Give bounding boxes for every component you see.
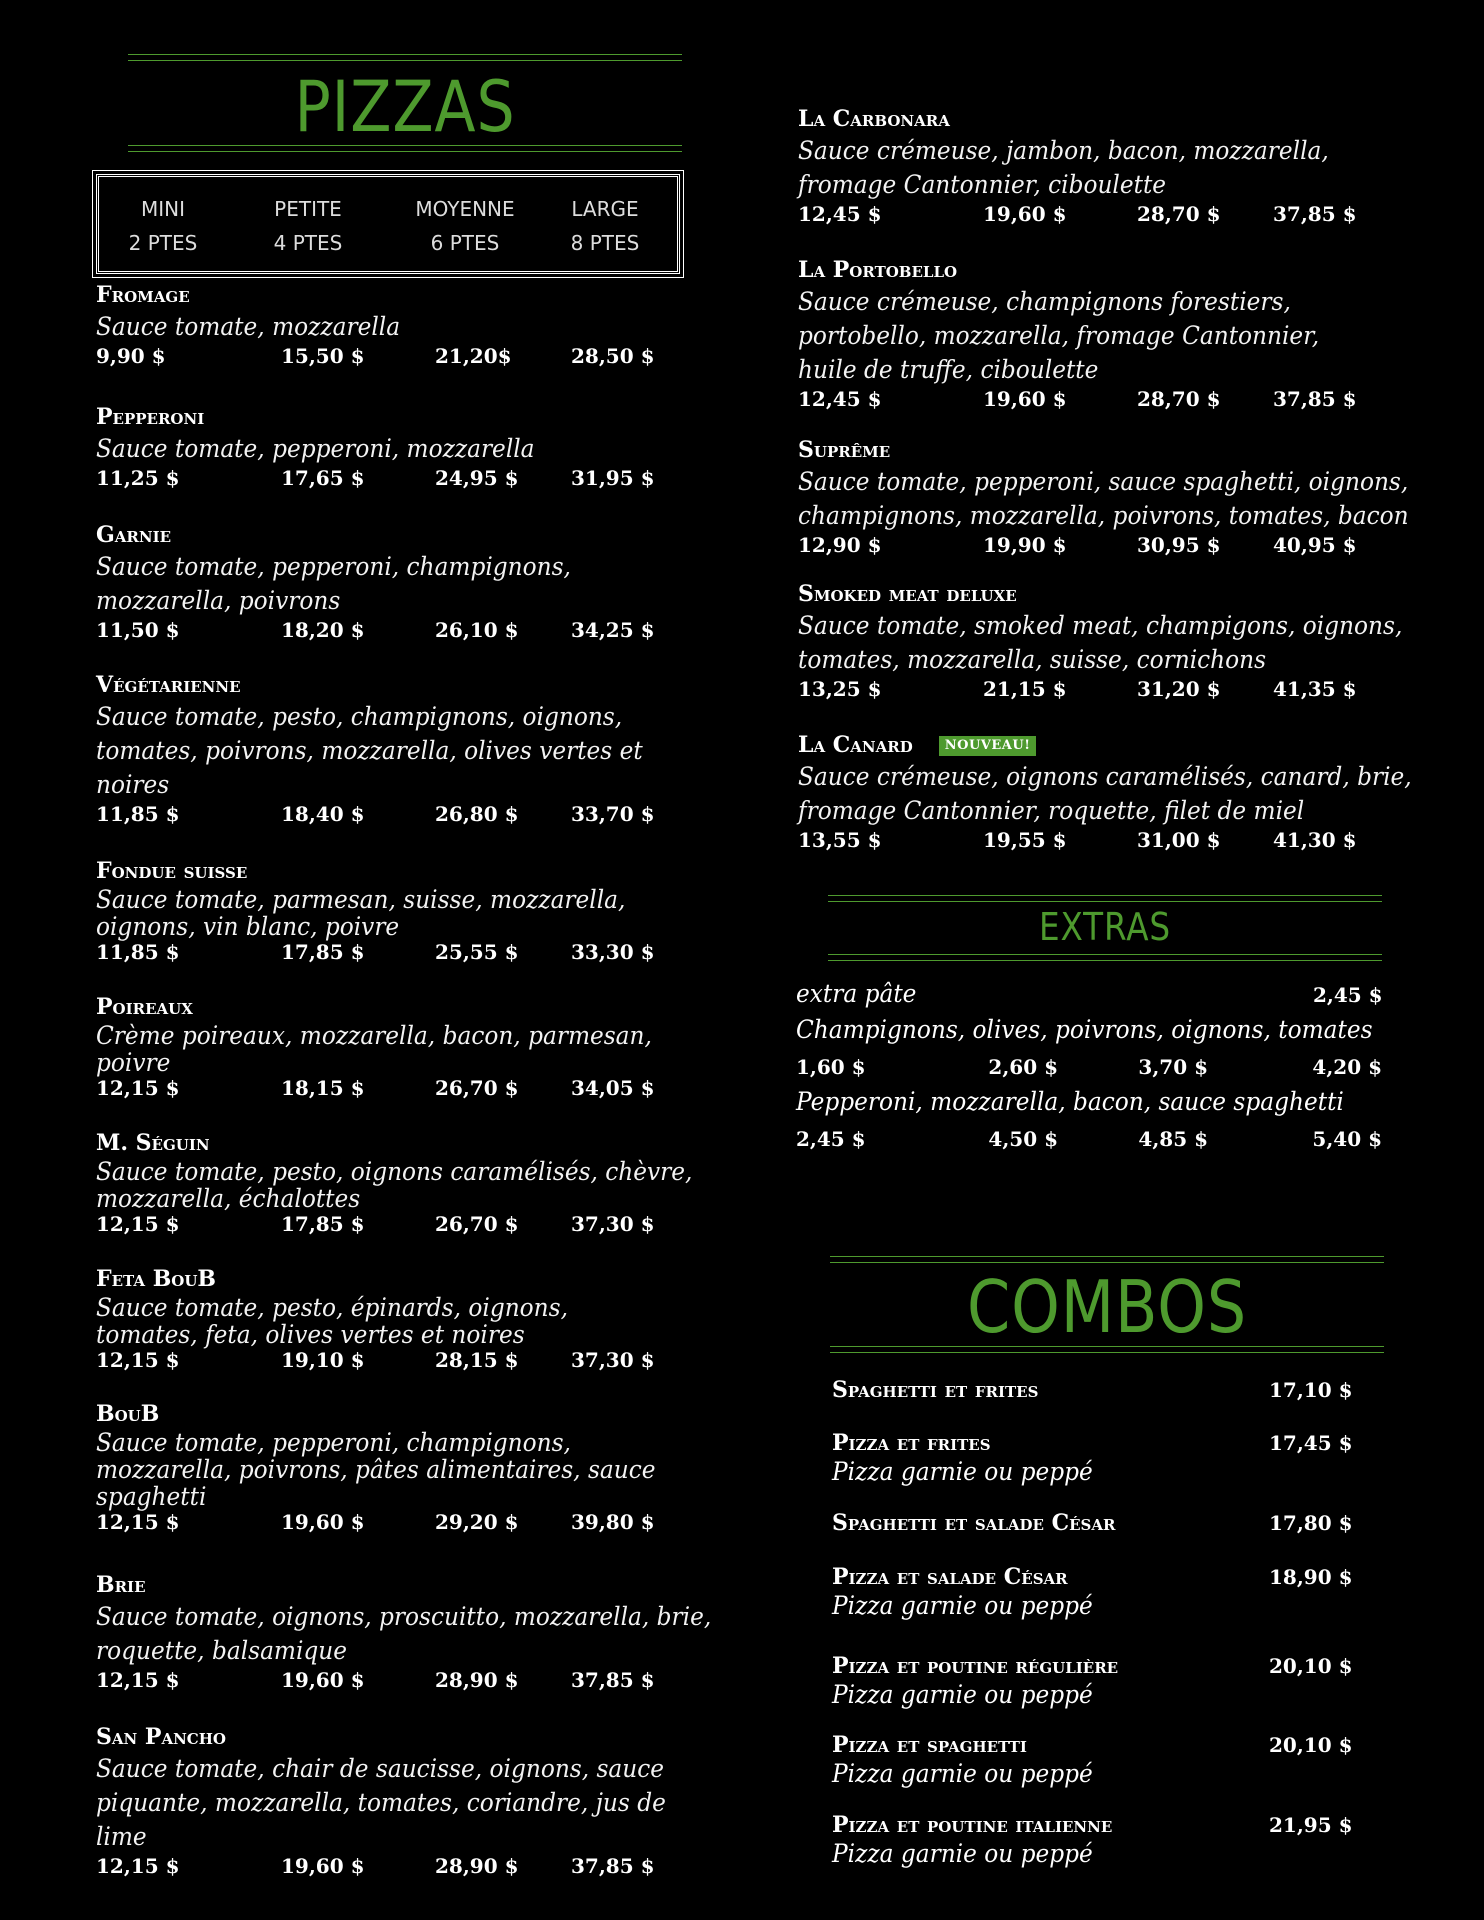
pizzas-rule-top (128, 54, 682, 61)
price-petite: 15,50 $ (281, 344, 365, 368)
price-mini: 12,90 $ (798, 533, 882, 557)
pizza-description-line: lime (96, 1822, 147, 1851)
combo-subtitle: Pizza garnie ou peppé (832, 1759, 1093, 1788)
combo-price: 20,10 $ (1269, 1733, 1353, 1757)
price-moyenne: 25,55 $ (435, 940, 519, 964)
pizza-prices (96, 1348, 756, 1376)
pizza-item (96, 280, 756, 372)
price-moyenne: 28,15 $ (435, 1348, 519, 1372)
price-mini: 11,25 $ (96, 466, 180, 490)
size-name-petite: PETITE (274, 197, 342, 221)
price-large: 37,85 $ (571, 1668, 655, 1692)
pizza-name-text: Végétarienne (96, 672, 241, 698)
combo-item (832, 1375, 1392, 1405)
pizza-description-line: tomates, poivrons, mozzarella, olives vertes et (96, 736, 643, 765)
price-large: 28,50 $ (571, 344, 655, 368)
price-moyenne: 29,20 $ (435, 1510, 519, 1534)
pizza-item (96, 520, 756, 646)
pizza-name (798, 435, 1458, 465)
pizza-description-line: Sauce tomate, mozzarella (96, 312, 401, 341)
pizza-name (96, 1722, 756, 1752)
price-petite: 21,15 $ (983, 677, 1067, 701)
price-petite: 19,55 $ (983, 828, 1067, 852)
combo-price: 17,10 $ (1269, 1378, 1353, 1402)
pizza-item (96, 992, 756, 1104)
pizza-name (96, 1399, 756, 1429)
combo-subtitle: Pizza garnie ou peppé (832, 1457, 1093, 1486)
price-mini: 12,15 $ (96, 1854, 180, 1878)
price-large: 41,30 $ (1273, 828, 1357, 852)
price-petite: 17,65 $ (281, 466, 365, 490)
pizza-item (96, 1264, 756, 1376)
price-mini: 12,15 $ (96, 1510, 180, 1534)
combo-price: 21,95 $ (1269, 1813, 1353, 1837)
combo-name: Spaghetti et salade César (832, 1510, 1116, 1536)
pizza-name-text: Feta BouB (96, 1266, 217, 1292)
pizza-prices (96, 1510, 756, 1538)
combo-name: Spaghetti et frites (832, 1377, 1039, 1403)
combo-price: 17,45 $ (1269, 1431, 1353, 1455)
price-mini: 12,15 $ (96, 1348, 180, 1372)
price-large: 34,25 $ (571, 618, 655, 642)
pizza-name (96, 1264, 756, 1294)
pizza-name (798, 104, 1458, 134)
extra-veg-label: Champignons, olives, poivrons, oignons, tomates (796, 1015, 1373, 1044)
pizza-prices (96, 1668, 756, 1696)
pizza-description-line: spaghetti (96, 1482, 207, 1511)
pizza-prices (798, 677, 1458, 705)
extra-price: 4,50 $ (988, 1127, 1058, 1151)
extra-price: 2,60 $ (988, 1055, 1058, 1079)
combo-item (832, 1810, 1392, 1868)
pizza-name-text: BouB (96, 1401, 160, 1427)
pizza-name-text: Fromage (96, 282, 190, 308)
pizza-description-line: noires (96, 770, 170, 799)
price-moyenne: 28,90 $ (435, 1668, 519, 1692)
pizza-prices (798, 828, 1458, 856)
price-mini: 12,15 $ (96, 1212, 180, 1236)
price-large: 33,70 $ (571, 802, 655, 826)
pizza-item (96, 1570, 756, 1696)
extra-price: 4,20 $ (1312, 1055, 1382, 1079)
pizza-name (96, 670, 756, 700)
pizza-name-text: Garnie (96, 522, 172, 548)
price-large: 37,30 $ (571, 1212, 655, 1236)
extra-price: 3,70 $ (1138, 1055, 1208, 1079)
pizza-prices (96, 618, 756, 646)
combo-subtitle: Pizza garnie ou peppé (832, 1839, 1093, 1868)
pizza-name (96, 1128, 756, 1158)
pizza-description-line: portobello, mozzarella, fromage Cantonnier, (798, 321, 1320, 350)
price-large: 41,35 $ (1273, 677, 1357, 701)
combo-price: 20,10 $ (1269, 1654, 1353, 1678)
pizza-description-line: Sauce tomate, pesto, épinards, oignons, (96, 1293, 568, 1322)
pizza-description-line: Sauce tomate, pepperoni, mozzarella (96, 434, 535, 463)
pizza-description-line: Sauce tomate, pesto, oignons caramélisés, chèvre, (96, 1157, 693, 1186)
pizza-description-line: Sauce tomate, pepperoni, champignons, (96, 1428, 571, 1457)
pizza-name-text: Smoked meat deluxe (798, 581, 1017, 607)
combo-subtitle: Pizza garnie ou peppé (832, 1680, 1093, 1709)
pizza-prices (96, 1076, 756, 1104)
price-mini: 11,85 $ (96, 802, 180, 826)
pizza-description-line: champignons, mozzarella, poivrons, tomates, bacon (798, 501, 1409, 530)
pizza-name (96, 402, 756, 432)
pizza-description-line: Sauce crémeuse, oignons caramélisés, canard, brie, (798, 762, 1412, 791)
pizza-description-line: Sauce tomate, pepperoni, sauce spaghetti, oignons, (798, 467, 1409, 496)
pizza-description-line: Sauce tomate, chair de saucisse, oignons, sauce (96, 1754, 665, 1783)
pizza-item (96, 1399, 756, 1538)
size-legend (96, 174, 680, 274)
combo-item (832, 1651, 1392, 1709)
price-moyenne: 24,95 $ (435, 466, 519, 490)
price-large: 37,85 $ (1273, 202, 1357, 226)
price-petite: 19,60 $ (281, 1854, 365, 1878)
combos-rule-bottom (830, 1346, 1384, 1353)
pizza-prices (96, 802, 756, 830)
pizza-name (96, 280, 756, 310)
pizza-prices (96, 1212, 756, 1240)
price-petite: 17,85 $ (281, 940, 365, 964)
combo-item (832, 1562, 1392, 1620)
extra-dough-price: 2,45 $ (1313, 983, 1383, 1007)
price-large: 31,95 $ (571, 466, 655, 490)
price-large: 33,30 $ (571, 940, 655, 964)
pizza-description-line: Sauce tomate, pepperoni, champignons, (96, 552, 571, 581)
price-mini: 13,25 $ (798, 677, 882, 701)
pizza-prices (96, 344, 756, 372)
pizza-name-text: La Portobello (798, 257, 958, 283)
price-moyenne: 26,10 $ (435, 618, 519, 642)
pizza-name-text: Brie (96, 1572, 146, 1598)
combo-name: Pizza et frites (832, 1430, 991, 1456)
combo-item (832, 1508, 1392, 1538)
price-moyenne: 28,70 $ (1137, 387, 1221, 411)
pizza-description-line: tomates, mozzarella, suisse, cornichons (798, 645, 1267, 674)
pizza-item (798, 104, 1458, 230)
extra-meat-label: Pepperoni, mozzarella, bacon, sauce spaghetti (796, 1087, 1344, 1116)
pizza-description-line: Sauce tomate, pesto, champignons, oignons, (96, 702, 623, 731)
price-large: 37,30 $ (571, 1348, 655, 1372)
pizza-description-line: piquante, mozzarella, tomates, coriandre, jus de (96, 1788, 666, 1817)
price-large: 40,95 $ (1273, 533, 1357, 557)
pizza-description-line: poivre (96, 1048, 171, 1077)
price-mini: 12,45 $ (798, 202, 882, 226)
pizza-name-text: M. Séguin (96, 1130, 210, 1156)
price-moyenne: 28,70 $ (1137, 202, 1221, 226)
price-petite: 19,60 $ (281, 1668, 365, 1692)
pizza-name (798, 579, 1458, 609)
pizza-description-line: mozzarella, poivrons (96, 586, 341, 615)
price-mini: 11,85 $ (96, 940, 180, 964)
price-large: 37,85 $ (571, 1854, 655, 1878)
size-slices-moyenne: 6 PTES (430, 231, 500, 255)
pizza-prices (96, 466, 756, 494)
pizza-description-line: Crème poireaux, mozzarella, bacon, parmesan, (96, 1021, 652, 1050)
combo-price: 17,80 $ (1269, 1511, 1353, 1535)
price-petite: 19,60 $ (983, 202, 1067, 226)
combo-name: Pizza et poutine régulière (832, 1653, 1119, 1679)
pizza-name (96, 856, 756, 886)
pizza-description-line: Sauce tomate, parmesan, suisse, mozzarella, (96, 885, 626, 914)
pizza-item (96, 1128, 756, 1240)
pizzas-title: PIZZAS (294, 66, 516, 148)
price-moyenne: 26,70 $ (435, 1076, 519, 1100)
combo-item (832, 1428, 1392, 1486)
extras-title: EXTRAS (1038, 905, 1172, 949)
pizza-description-line: huile de truffe, ciboulette (798, 355, 1099, 384)
combo-name: Pizza et salade César (832, 1564, 1068, 1590)
new-badge: NOUVEAU! (939, 736, 1037, 756)
pizza-prices (798, 202, 1458, 230)
price-large: 34,05 $ (571, 1076, 655, 1100)
price-petite: 18,20 $ (281, 618, 365, 642)
pizza-item (96, 402, 756, 494)
pizza-description-line: oignons, vin blanc, poivre (96, 912, 400, 941)
pizza-item (96, 1722, 756, 1882)
combos-rule-top (830, 1256, 1384, 1263)
extra-price: 1,60 $ (796, 1055, 866, 1079)
pizza-item (798, 255, 1458, 415)
pizza-description-line: mozzarella, poivrons, pâtes alimentaires, sauce (96, 1455, 656, 1484)
price-moyenne: 31,00 $ (1137, 828, 1221, 852)
price-mini: 13,55 $ (798, 828, 882, 852)
pizza-item (96, 856, 756, 968)
price-petite: 19,90 $ (983, 533, 1067, 557)
pizza-name-text: La Canard (798, 732, 913, 758)
combos-title: COMBOS (966, 1265, 1247, 1349)
size-slices-petite: 4 PTES (273, 231, 343, 255)
pizza-name-text: Pepperoni (96, 404, 205, 430)
pizza-name (798, 730, 1458, 760)
combo-price: 18,90 $ (1269, 1565, 1353, 1589)
price-mini: 11,50 $ (96, 618, 180, 642)
pizza-description-line: Sauce tomate, smoked meat, champigons, oignons, (798, 611, 1403, 640)
pizza-prices (96, 1854, 756, 1882)
pizza-name (96, 520, 756, 550)
pizza-item (798, 435, 1458, 561)
price-moyenne: 26,70 $ (435, 1212, 519, 1236)
price-large: 39,80 $ (571, 1510, 655, 1534)
size-slices-large: 8 PTES (570, 231, 640, 255)
pizza-description-line: Sauce crémeuse, champignons forestiers, (798, 287, 1291, 316)
pizza-name-text: Fondue suisse (96, 858, 248, 884)
pizza-name-text: San Pancho (96, 1724, 226, 1750)
pizza-item (96, 670, 756, 830)
combo-subtitle: Pizza garnie ou peppé (832, 1591, 1093, 1620)
combo-name: Pizza et spaghetti (832, 1732, 1027, 1758)
price-moyenne: 28,90 $ (435, 1854, 519, 1878)
pizzas-rule-bottom (128, 145, 682, 152)
size-name-large: LARGE (571, 197, 639, 221)
price-moyenne: 31,20 $ (1137, 677, 1221, 701)
size-name-mini: MINI (140, 197, 185, 221)
pizza-prices (96, 940, 756, 968)
pizza-name (798, 255, 1458, 285)
pizza-name-text: Poireaux (96, 994, 193, 1020)
pizza-description-line: roquette, balsamique (96, 1636, 348, 1665)
pizza-prices (798, 387, 1458, 415)
combo-item (832, 1730, 1392, 1788)
pizza-description-line: mozzarella, échalottes (96, 1184, 361, 1213)
pizza-prices (798, 533, 1458, 561)
pizza-name-text: La Carbonara (798, 106, 950, 132)
price-petite: 19,60 $ (281, 1510, 365, 1534)
price-mini: 12,15 $ (96, 1668, 180, 1692)
pizza-description-line: fromage Cantonnier, ciboulette (798, 170, 1167, 199)
price-mini: 12,45 $ (798, 387, 882, 411)
price-petite: 18,40 $ (281, 802, 365, 826)
extra-price: 4,85 $ (1138, 1127, 1208, 1151)
pizza-name-text: Suprême (798, 437, 891, 463)
price-petite: 19,60 $ (983, 387, 1067, 411)
combo-name: Pizza et poutine italienne (832, 1812, 1113, 1838)
pizza-description-line: tomates, feta, olives vertes et noires (96, 1320, 525, 1349)
extra-price: 2,45 $ (796, 1127, 866, 1151)
pizza-description-line: Sauce tomate, oignons, proscuitto, mozzarella, brie, (96, 1602, 712, 1631)
pizza-description-line: fromage Cantonnier, roquette, filet de miel (798, 796, 1305, 825)
price-moyenne: 30,95 $ (1137, 533, 1221, 557)
price-petite: 17,85 $ (281, 1212, 365, 1236)
extras-rule-bottom (828, 954, 1382, 961)
extra-price: 5,40 $ (1312, 1127, 1382, 1151)
price-mini: 12,15 $ (96, 1076, 180, 1100)
size-slices-mini: 2 PTES (128, 231, 198, 255)
extra-dough-label: extra pâte (796, 979, 917, 1008)
extras-rule-top (828, 895, 1382, 902)
price-mini: 9,90 $ (96, 344, 166, 368)
size-name-moyenne: MOYENNE (415, 197, 515, 221)
pizza-description-line: Sauce crémeuse, jambon, bacon, mozzarella, (798, 136, 1329, 165)
price-moyenne: 26,80 $ (435, 802, 519, 826)
pizza-name (96, 992, 756, 1022)
pizza-name (96, 1570, 756, 1600)
price-moyenne: 21,20$ (435, 344, 512, 368)
pizza-item (798, 579, 1458, 705)
pizza-item (798, 730, 1458, 856)
price-large: 37,85 $ (1273, 387, 1357, 411)
price-petite: 18,15 $ (281, 1076, 365, 1100)
price-petite: 19,10 $ (281, 1348, 365, 1372)
